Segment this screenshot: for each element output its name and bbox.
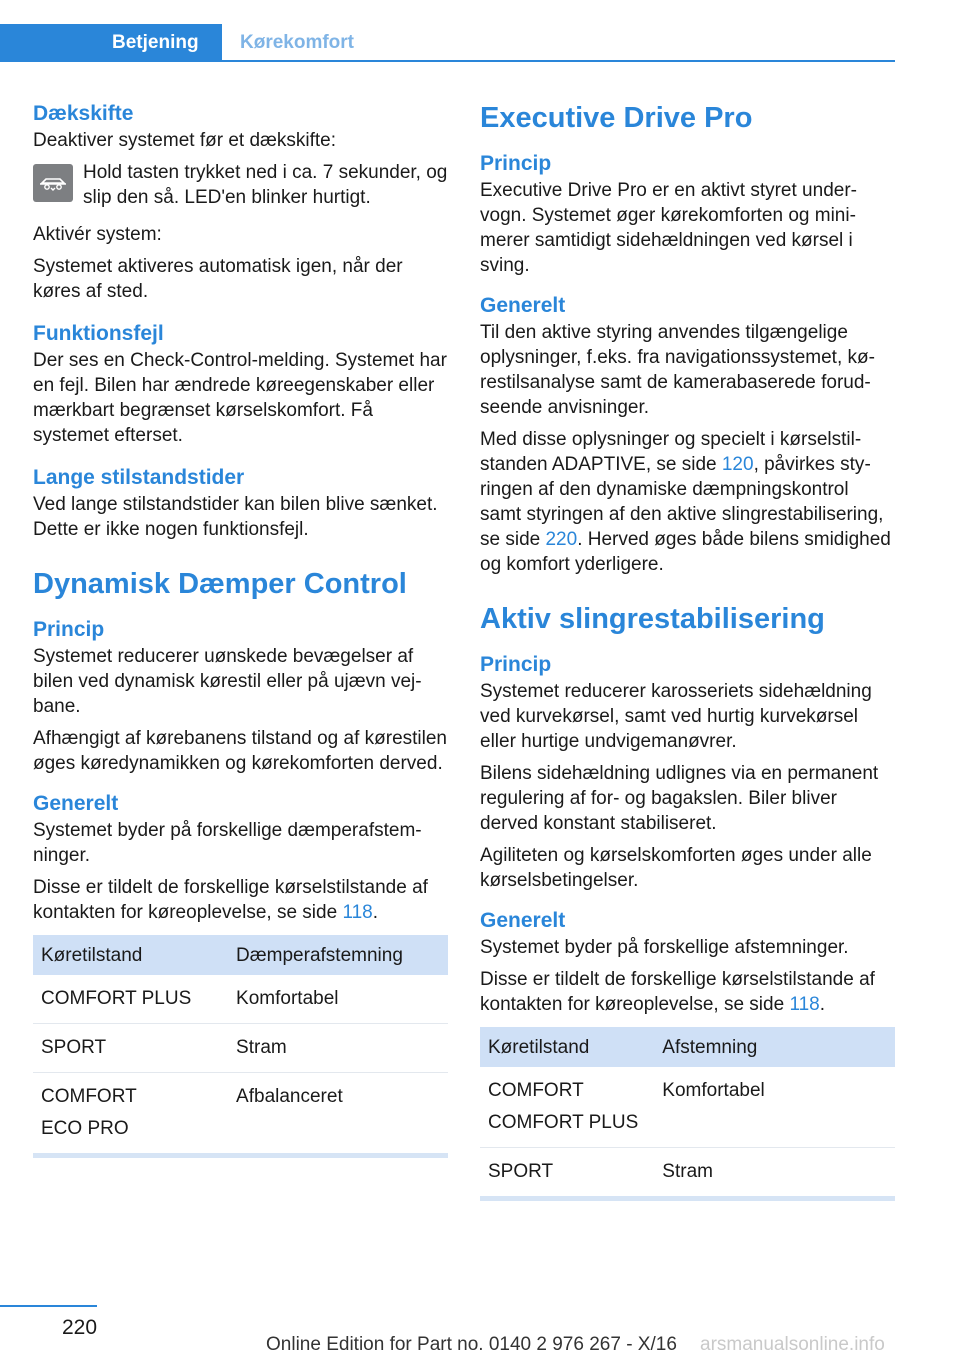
executive-generelt-p2-c: . Herved øges både bilens smidighed og komfort yderligere. bbox=[480, 529, 891, 575]
left-column bbox=[33, 100, 448, 1158]
right-column bbox=[480, 100, 895, 1201]
table-cell-setting: Afbalanceret bbox=[228, 1073, 448, 1156]
dynamisk-generelt-p1: Systemet byder på forskellige dæmperafstemninger. bbox=[33, 820, 422, 866]
section-executive-drive-pro bbox=[480, 100, 895, 577]
table-cell-mode-line2: ECO PRO bbox=[41, 1118, 129, 1139]
tab-betjening[interactable]: Betjening bbox=[0, 24, 222, 62]
page-link-118[interactable]: 118 bbox=[342, 902, 373, 923]
aktiv-generelt-p1: Systemet byder på forskellige afstemninger. bbox=[480, 937, 849, 958]
table-cell-mode-line1: COMFORT bbox=[488, 1080, 584, 1101]
tab-korekomfort[interactable]: Kørekomfort bbox=[240, 32, 355, 53]
table-cell-setting: Stram bbox=[654, 1148, 895, 1199]
table-cell-mode bbox=[480, 1067, 654, 1148]
table-row bbox=[33, 975, 448, 1024]
table-header-row bbox=[33, 935, 448, 975]
table-cell-mode: SPORT bbox=[480, 1148, 654, 1199]
aktiv-princip-p2: Bilens sidehældning udlignes via en permanent regulering af for- og bagakslen. Biler bliver derved konstant stabiliseret. bbox=[480, 763, 879, 834]
table-header-afstemning: Afstemning bbox=[654, 1027, 895, 1067]
table-header-daemperafstemning: Dæmperafstemning bbox=[228, 935, 448, 975]
table-cell-mode: COMFORT PLUS bbox=[33, 975, 228, 1024]
dynamisk-princip-p1: Systemet reducerer uønskede bevægelser af bilen ved dynamisk kørestil eller på ujævn vejbane. bbox=[33, 646, 422, 717]
dynamisk-generelt-p2-end: . bbox=[372, 902, 379, 923]
table-cell-mode-line1: COMFORT bbox=[41, 1086, 137, 1107]
aktiv-generelt-p2 bbox=[480, 967, 895, 1017]
section-lange-stilstandstider bbox=[33, 464, 448, 542]
aktiv-generelt-p2-text: Disse er tildelt de forskellige kørselstilstande af kontakten for køreoplevelse, se side bbox=[480, 969, 875, 1015]
daekskifte-intro: Deaktiver systemet før et dækskifte: bbox=[33, 130, 337, 151]
page-link-118[interactable]: 118 bbox=[789, 994, 820, 1015]
aktiv-princip-p1: Systemet reducerer karosseriets sidehældning ved kurvekørsel, samt ved hurtig kurvekørsel eller hurtige undvigemanøvrer. bbox=[480, 681, 872, 752]
executive-generelt-p1: Til den aktive styring anvendes tilgængelige oplysninger, f.eks. fra navigationssystemet, kørestilsanalyse samt de kamerabaserede forudseende anvisninger. bbox=[480, 322, 875, 418]
afstemning-table bbox=[480, 1027, 895, 1201]
section-dynamisk-daemper bbox=[33, 566, 448, 1158]
aktiv-generelt-title: Generelt bbox=[480, 909, 566, 932]
table-cell-setting: Komfortabel bbox=[654, 1067, 895, 1148]
lange-title: Lange stilstandstider bbox=[33, 466, 245, 489]
table-row bbox=[33, 1073, 448, 1156]
daekskifte-title: Dækskifte bbox=[33, 102, 134, 125]
dynamisk-generelt-p2-text: Disse er tildelt de forskellige kørselstilstande af kontakten for køreoplevelse, se side bbox=[33, 877, 428, 923]
table-cell-mode-line2: COMFORT PLUS bbox=[488, 1112, 639, 1133]
table-row bbox=[480, 1067, 895, 1148]
lange-text: Ved lange stilstandstider kan bilen blive sænket. Dette er ikke nogen funktionsfejl. bbox=[33, 494, 438, 540]
table-cell-mode: SPORT bbox=[33, 1024, 228, 1073]
page-number: 220 bbox=[62, 1316, 98, 1339]
daekskifte-activate-text: Systemet aktiveres automatisk igen, når der køres af sted. bbox=[33, 256, 403, 302]
daekskifte-instruction-row bbox=[33, 160, 448, 210]
page-number-rule bbox=[0, 1305, 97, 1307]
section-aktiv-slingrestabilisering bbox=[480, 601, 895, 1201]
daekskifte-activate-label: Aktivér system: bbox=[33, 224, 162, 245]
page-link-220[interactable]: 220 bbox=[545, 529, 578, 550]
table-cell-setting: Stram bbox=[228, 1024, 448, 1073]
section-daekskifte bbox=[33, 100, 448, 304]
table-header-koretilstand: Køretilstand bbox=[480, 1027, 654, 1067]
executive-generelt-title: Generelt bbox=[480, 294, 566, 317]
funktionsfejl-text: Der ses en Check-Control-melding. Systemet har en fejl. Bilen har ændrede køreegenskaber eller mærkbart begrænset kørselskomfort. Få systemet efterset. bbox=[33, 350, 447, 446]
dynamisk-generelt-title: Generelt bbox=[33, 792, 119, 815]
dynamisk-generelt-p2 bbox=[33, 875, 448, 925]
car-suspension-icon bbox=[33, 164, 73, 202]
funktionsfejl-title: Funktionsfejl bbox=[33, 322, 164, 345]
table-header-koretilstand: Køretilstand bbox=[33, 935, 228, 975]
table-header-row bbox=[480, 1027, 895, 1067]
dynamisk-princip-p2: Afhængigt af kørebanens tilstand og af kørestilen øges køredynamikken og kørekomforten derved. bbox=[33, 728, 448, 774]
aktiv-princip-title: Princip bbox=[480, 653, 552, 676]
page-link-120[interactable]: 120 bbox=[721, 454, 754, 475]
executive-title: Executive Drive Pro bbox=[480, 102, 753, 134]
dynamisk-princip-title: Princip bbox=[33, 618, 105, 641]
watermark: arsmanualsonline.info bbox=[700, 1334, 885, 1355]
executive-generelt-p2-b: , påvirkes styringen af den dynamiske dæmpningskontrol samt styringen af den aktive slingrestabilisering, se side bbox=[480, 454, 884, 550]
table-cell-mode bbox=[33, 1073, 228, 1156]
daekskifte-instruction: Hold tasten trykket ned i ca. 7 sekunder, og slip den så. LED'en blinker hurtigt. bbox=[83, 162, 448, 208]
aktiv-generelt-p2-end: . bbox=[819, 994, 826, 1015]
tabbar-underline bbox=[0, 60, 895, 62]
edition-footer: Online Edition for Part no. 0140 2 976 267 - X/16 bbox=[266, 1334, 677, 1355]
executive-princip-title: Princip bbox=[480, 152, 552, 175]
executive-generelt-p2-a: Med disse oplysninger og specielt i kørselstilstanden ADAPTIVE, se side bbox=[480, 429, 862, 475]
table-row bbox=[33, 1024, 448, 1073]
chapter-tabbar bbox=[0, 24, 895, 62]
table-cell-setting: Komfortabel bbox=[228, 975, 448, 1024]
aktiv-princip-p3: Agiliteten og kørselskomforten øges under alle kørselsbetingelser. bbox=[480, 845, 872, 891]
daemper-table bbox=[33, 935, 448, 1158]
aktiv-title: Aktiv slingrestabilisering bbox=[480, 603, 825, 635]
table-row bbox=[480, 1148, 895, 1199]
dynamisk-title: Dynamisk Dæmper Control bbox=[33, 568, 407, 600]
executive-generelt-p2 bbox=[480, 427, 895, 577]
executive-princip-text: Executive Drive Pro er en aktivt styret undervogn. Systemet øger kørekomforten og minimerer samtidigt sidehældningen ved kørsel i sving. bbox=[480, 180, 857, 276]
section-funktionsfejl bbox=[33, 320, 448, 448]
